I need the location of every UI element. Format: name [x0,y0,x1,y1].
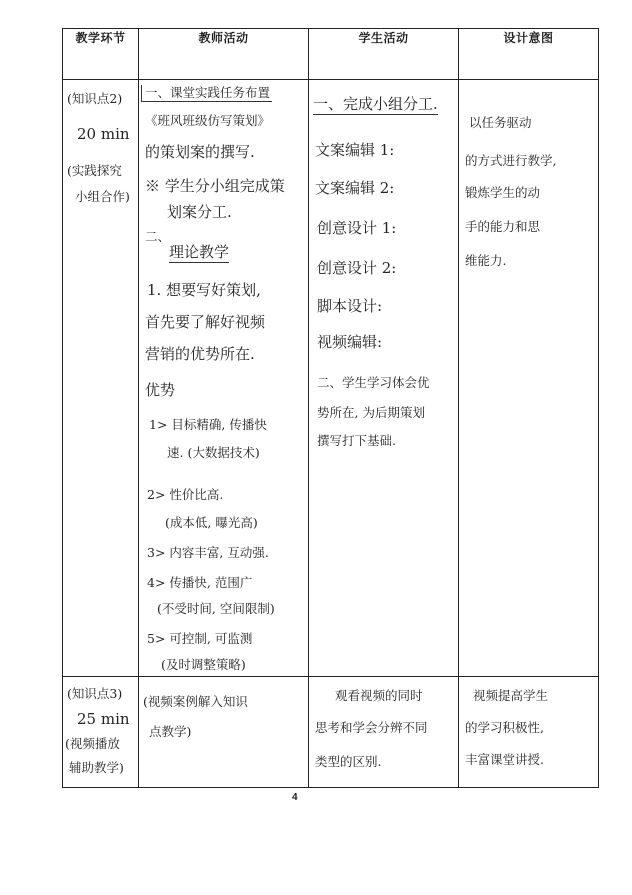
teacher-line: 1. 想要写好策划, [147,281,261,299]
teacher-list-item: (及时调整策略) [161,657,246,672]
stage-duration: 25 min [77,710,130,728]
teacher-line: 点教学) [149,724,192,739]
teacher-heading-2: 理论教学 [169,243,230,261]
teacher-line: 的策划案的撰写. [145,143,255,161]
lesson-plan-table [62,28,599,788]
teacher-line: 营销的优势所在. [145,345,255,363]
student-line: 创意设计 1: [317,219,397,237]
teacher-line: (视频案例解入知识 [143,694,248,709]
student-line: 二、学生学习体会优 [317,375,430,390]
stage-method: 小组合作) [75,189,130,204]
student-line: 创意设计 2: [317,259,397,277]
student-activity-cell [309,677,459,788]
stage-label: (知识点2) [67,91,123,106]
intent-line: 的学习积极性, [465,720,544,735]
stage-method: (视频播放 [65,736,120,751]
stage-label: (知识点3) [67,686,123,701]
student-heading-1: 一、完成小组分工. [313,95,438,113]
teacher-activity-cell [139,80,309,677]
student-line: 撰写打下基础. [317,433,396,448]
teacher-line: 优势 [145,381,176,399]
page-number: 4 [292,792,298,803]
header-teacher-activity: 教师活动 [139,29,309,80]
intent-line: 维能力. [465,253,507,268]
intent-line: 锻炼学生的动 [465,185,541,200]
header-teaching-stage: 教学环节 [63,29,139,80]
teacher-list-item: 5> 可控制, 可监测 [147,631,253,646]
stage-method: (实践探究 [67,163,122,178]
student-line: 类型的区别. [315,754,382,769]
student-line: 脚本设计: [317,297,383,315]
student-line: 文案编辑 2: [315,179,395,197]
student-line: 文案编辑 1: [315,141,395,159]
teacher-line: ※ 学生分小组完成策 [145,177,285,195]
teacher-list-item: 4> 传播快, 范围广 [147,575,253,590]
design-intent-cell [459,677,599,788]
header-row [63,29,599,80]
teacher-list-item: 1> 目标精确, 传播快 [149,417,267,432]
teacher-list-item: 2> 性价比高. [147,487,224,502]
intent-line: 以任务驱动 [469,115,532,130]
intent-line: 手的能力和思 [465,219,541,234]
stage-duration: 20 min [77,125,130,143]
header-student-activity: 学生活动 [309,29,459,80]
table-row [63,677,599,788]
teacher-heading-1: 一、课堂实践任务布置 [141,85,272,102]
student-line: 观看视频的同时 [335,688,423,703]
stage-method: 辅助教学) [69,760,124,775]
teacher-list-item: 3> 内容丰富, 互动强. [147,545,269,560]
teacher-line: 首先要了解好视频 [145,313,266,331]
teacher-list-item: (成本低, 曝光高) [165,515,258,530]
stage-cell [63,677,139,788]
stage-cell [63,80,139,677]
header-design-intent: 设计意图 [459,29,599,80]
teacher-list-item: 速. (大数据技术) [167,445,260,460]
teacher-activity-cell [139,677,309,788]
intent-line: 视频提高学生 [473,688,549,703]
teacher-heading-2-number: 二、 [145,229,171,244]
teacher-line: 《班风班级仿写策划》 [145,113,271,128]
student-activity-cell [309,80,459,677]
table-row [63,80,599,677]
student-line: 视频编辑: [317,333,383,351]
intent-line: 的方式进行教学, [465,153,557,168]
student-line: 思考和学会分辨不同 [315,720,428,735]
design-intent-cell [459,80,599,677]
teacher-line: 划案分工. [167,203,232,221]
teacher-list-item: (不受时间, 空间限制) [157,601,275,616]
intent-line: 丰富课堂讲授. [465,752,544,767]
student-line: 势所在, 为后期策划 [317,405,425,420]
